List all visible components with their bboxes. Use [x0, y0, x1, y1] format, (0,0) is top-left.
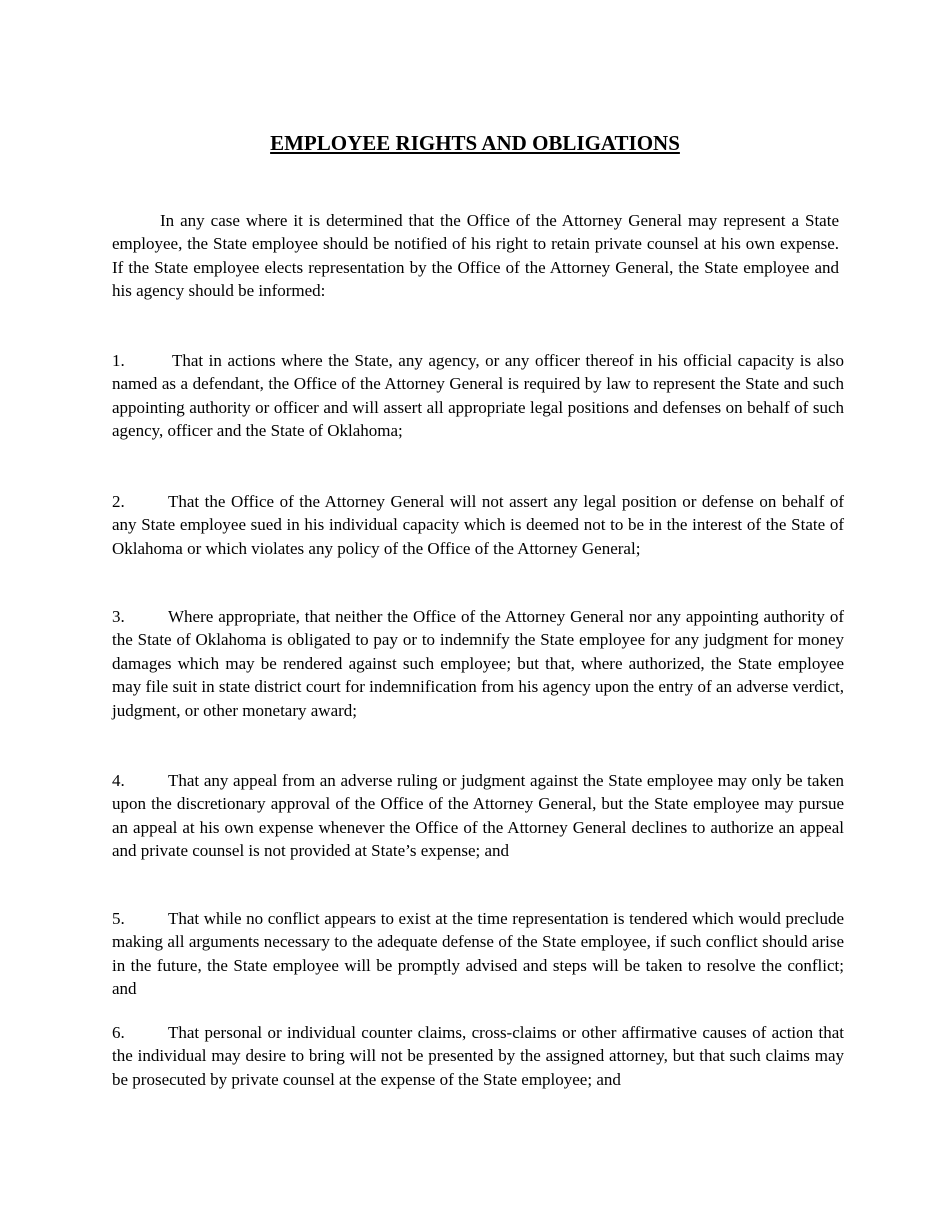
list-item-1 — [112, 349, 844, 443]
list-item-5 — [112, 907, 844, 1001]
item-text: That while no conflict appears to exist at the time representation is tendered which would preclude making all arguments necessary to the adequate defense of the State employee, if such conflict should arise in the future, the State employee will be promptly advised and steps will be taken to resolve the conflict; and — [112, 909, 844, 999]
intro-paragraph: In any case where it is determined that the Office of the Attorney General may represent a State employee, the State employee should be notified of his right to retain private counsel at his own expense. If the State employee elects representation by the Office of the Attorney General, the State employee and his agency should be informed: — [112, 211, 839, 301]
list-item-2 — [112, 490, 844, 560]
list-item-3 — [112, 605, 844, 722]
item-number: 6. — [112, 1023, 125, 1042]
item-number: 1. — [112, 351, 125, 370]
list-item-6 — [112, 1021, 844, 1091]
item-text: That in actions where the State, any agency, or any officer thereof in his official capacity is also named as a defendant, the Office of the Attorney General is required by law to represent the State and such appointing authority or officer and will assert all appropriate legal positions and defenses on behalf of such agency, officer and the State of Oklahoma; — [112, 351, 844, 441]
item-text: That any appeal from an adverse ruling or judgment against the State employee may only be taken upon the discretionary approval of the Office of the Attorney General, but the State employee may pursue an appeal at his own expense whenever the Office of the Attorney General declines to authorize an appeal and private counsel is not provided at State’s expense; and — [112, 771, 844, 861]
item-text: That the Office of the Attorney General will not assert any legal position or defense on behalf of any State employee sued in his individual capacity which is deemed not to be in the interest of the State of Oklahoma or which violates any policy of the Office of the Attorney General; — [112, 492, 844, 558]
item-number: 5. — [112, 909, 125, 928]
item-number: 3. — [112, 607, 125, 626]
list-item-4 — [112, 769, 844, 863]
item-number: 4. — [112, 771, 125, 790]
item-number: 2. — [112, 492, 125, 511]
page-title: EMPLOYEE RIGHTS AND OBLIGATIONS — [270, 131, 680, 155]
item-text: That personal or individual counter claims, cross-claims or other affirmative causes of action that the individual may desire to bring will not be presented by the assigned attorney, but that such claims may be prosecuted by private counsel at the expense of the State employee; and — [112, 1023, 844, 1089]
item-text: Where appropriate, that neither the Office of the Attorney General nor any appointing authority of the State of Oklahoma is obligated to pay or to indemnify the State employee for any judgment for money damages which may be rendered against such employee; but that, where authorized, the State employee may file suit in state district court for indemnification from his agency upon the entry of an adverse verdict, judgment, or other monetary award; — [112, 607, 844, 720]
